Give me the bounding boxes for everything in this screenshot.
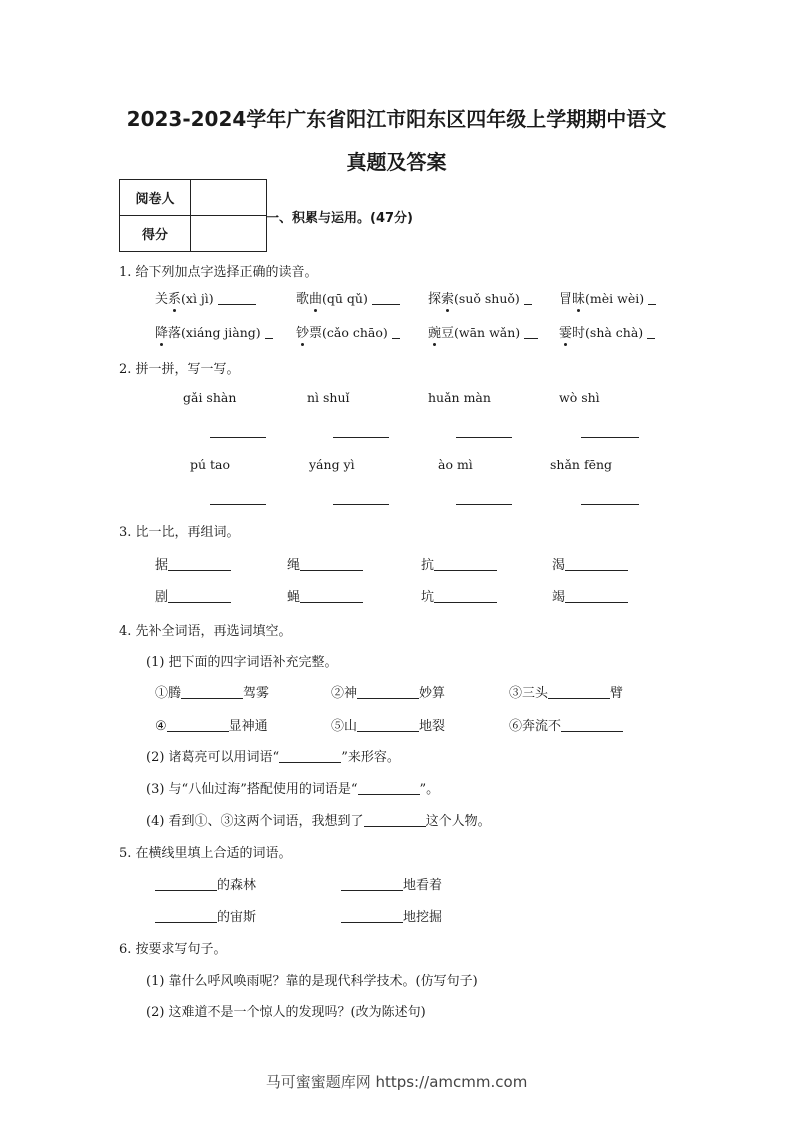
fill-item: 的宙斯: [155, 906, 256, 925]
q4-sub1: (1) 把下面的四字词语补充完整。: [146, 655, 338, 670]
pinyin-options: (mèi wèi): [585, 291, 645, 306]
answer-line[interactable]: [357, 731, 419, 732]
char-item: 竭: [552, 586, 628, 605]
dotted-char: 霎: [559, 322, 572, 341]
idiom-item: ②神 妙算: [331, 686, 446, 701]
answer-line[interactable]: [456, 437, 512, 438]
answer-line[interactable]: [341, 922, 403, 923]
pinyin-item: pú tao: [190, 457, 231, 472]
pinyin-item: yáng yì: [309, 457, 355, 472]
q6-prompt: 6. 按要求写句子。: [119, 942, 227, 957]
answer-line[interactable]: [565, 570, 628, 571]
answer-line[interactable]: [168, 570, 231, 571]
idiom-item: ③三头 臂: [509, 686, 624, 701]
pinyin-item: huǎn màn: [428, 390, 491, 405]
q4-sub2: (2) 诸葛亮可以用词语“ ”来形容。: [146, 750, 400, 765]
answer-line[interactable]: [364, 826, 426, 827]
q4-prompt: 4. 先补全词语，再选词填空。: [119, 624, 292, 639]
dotted-char: 钞: [296, 322, 309, 341]
pronunciation-item: [428, 322, 538, 341]
answer-line[interactable]: [357, 698, 419, 699]
answer-line[interactable]: [218, 304, 256, 305]
answer-line[interactable]: [333, 437, 389, 438]
q4-sub4: (4) 看到①、③这两个词语，我想到了 这个人物。: [146, 814, 491, 829]
answer-line[interactable]: [265, 338, 273, 339]
char-item: 蝇: [287, 586, 363, 605]
fill-item: 地看着: [341, 874, 442, 893]
answer-line[interactable]: [524, 338, 538, 339]
pinyin-options: (qū qǔ): [322, 291, 368, 306]
answer-line[interactable]: [181, 698, 243, 699]
answer-line[interactable]: [456, 504, 512, 505]
answer-line[interactable]: [300, 570, 363, 571]
pronunciation-item: [559, 322, 655, 341]
answer-line[interactable]: [561, 731, 623, 732]
char-item: 绳: [287, 554, 363, 573]
word-char: 探: [428, 292, 442, 307]
answer-line[interactable]: [548, 698, 610, 699]
answer-line[interactable]: [581, 437, 639, 438]
doc-title-line2: 真题及答案: [346, 150, 447, 174]
answer-line[interactable]: [372, 304, 400, 305]
section-heading: 一、积累与运用。(47分): [266, 211, 413, 226]
dotted-char: 系: [168, 288, 181, 307]
score-table: [119, 179, 267, 252]
fill-item: 地挖掘: [341, 906, 442, 925]
pinyin-options: (cǎo chāo): [322, 325, 388, 340]
word-char: 歌: [296, 292, 310, 307]
word-char: 冒: [559, 292, 573, 307]
q4-sub3: (3) 与“八仙过海”搭配使用的词语是“ ”。: [146, 782, 440, 797]
pinyin-item: wò shì: [559, 390, 600, 405]
answer-line[interactable]: [155, 922, 217, 923]
word-char: 票: [309, 326, 323, 341]
answer-line[interactable]: [647, 338, 655, 339]
fill-item: 的森林: [155, 874, 256, 893]
answer-line[interactable]: [300, 602, 363, 603]
dotted-char: 索: [441, 288, 454, 307]
pinyin-item: nì shuǐ: [307, 390, 350, 405]
score-cell[interactable]: [191, 216, 267, 252]
dotted-char: 昧: [572, 288, 585, 307]
answer-line[interactable]: [434, 602, 497, 603]
score-label: 得分: [120, 216, 191, 252]
answer-line[interactable]: [648, 304, 656, 305]
word-char: 落: [168, 326, 182, 341]
answer-line[interactable]: [210, 437, 266, 438]
q1-prompt: 1. 给下列加点字选择正确的读音。: [119, 265, 318, 280]
answer-line[interactable]: [358, 794, 420, 795]
doc-title-line1: 2023-2024学年广东省阳江市阳东区四年级上学期期中语文: [126, 107, 667, 131]
grader-cell[interactable]: [191, 180, 267, 216]
pinyin-options: (xiáng jiàng): [181, 325, 261, 340]
answer-line[interactable]: [392, 338, 400, 339]
char-item: 据: [155, 554, 231, 573]
word-char: 豆: [441, 326, 455, 341]
answer-line[interactable]: [434, 570, 497, 571]
pinyin-options: (suǒ shuǒ): [454, 291, 520, 306]
char-item: 抗: [421, 554, 497, 573]
grader-label: 阅卷人: [120, 180, 191, 216]
answer-line[interactable]: [524, 304, 532, 305]
pinyin-item: shǎn fēng: [550, 457, 613, 472]
idiom-item: ①腾 驾雾: [155, 686, 270, 701]
idiom-item: ⑤山 地裂: [331, 719, 446, 734]
answer-line[interactable]: [581, 504, 639, 505]
answer-line[interactable]: [155, 890, 217, 891]
char-item: 渴: [552, 554, 628, 573]
q2-prompt: 2. 拼一拼，写一写。: [119, 362, 240, 377]
pinyin-item: ào mì: [438, 457, 473, 472]
pronunciation-item: [559, 288, 656, 307]
pronunciation-item: [428, 288, 532, 307]
pinyin-item: gǎi shàn: [183, 390, 237, 405]
pronunciation-item: [296, 322, 400, 341]
idiom-item: ④ 显神通: [155, 719, 268, 734]
word-char: 时: [572, 326, 586, 341]
answer-line[interactable]: [168, 602, 231, 603]
dotted-char: 降: [155, 322, 168, 341]
answer-line[interactable]: [210, 504, 266, 505]
idiom-item: ⑥奔流不: [509, 715, 623, 734]
footer-watermark: 马可蜜蜜题库网 https://amcmm.com: [265, 1073, 528, 1091]
char-item: 剧: [155, 586, 231, 605]
answer-line[interactable]: [333, 504, 389, 505]
q5-prompt: 5. 在横线里填上合适的词语。: [119, 846, 292, 861]
answer-line[interactable]: [565, 602, 628, 603]
pinyin-options: (xì jì): [181, 291, 214, 306]
q3-prompt: 3. 比一比，再组词。: [119, 525, 240, 540]
dotted-char: 豌: [428, 322, 441, 341]
pronunciation-item: [296, 288, 400, 307]
answer-line[interactable]: [167, 731, 229, 732]
q6-sub1: (1) 靠什么呼风唤雨呢？靠的是现代科学技术。(仿写句子): [146, 974, 478, 989]
char-item: 坑: [421, 586, 497, 605]
pronunciation-item: [155, 322, 273, 341]
q6-sub2: (2) 这难道不是一个惊人的发现吗？(改为陈述句): [146, 1005, 426, 1020]
pronunciation-item: [155, 288, 256, 307]
pinyin-options: (wān wǎn): [454, 325, 521, 340]
dotted-char: 曲: [309, 288, 322, 307]
word-char: 关: [155, 292, 169, 307]
pinyin-options: (shà chà): [585, 325, 644, 340]
answer-line[interactable]: [341, 890, 403, 891]
answer-line[interactable]: [279, 762, 341, 763]
